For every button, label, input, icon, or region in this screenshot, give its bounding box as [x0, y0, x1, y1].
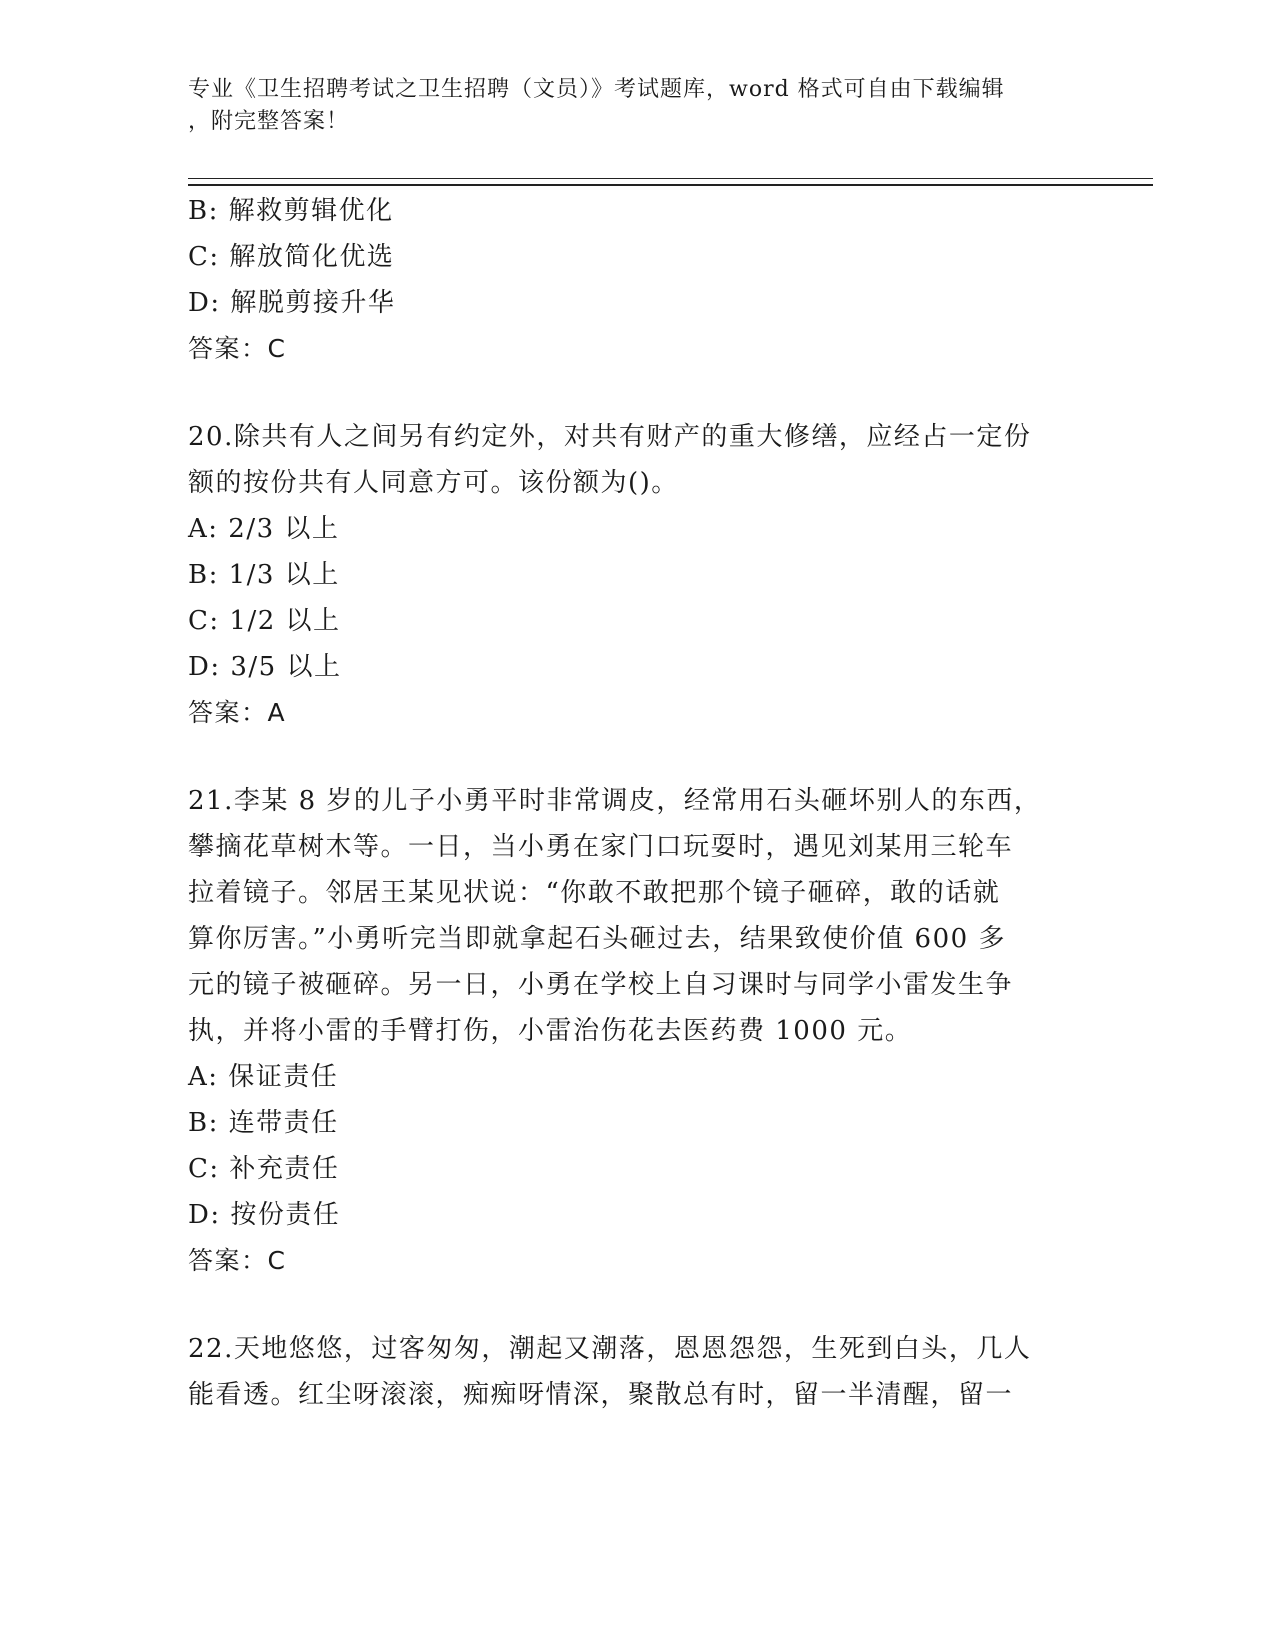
q22-stem-line-2: 能看透。红尘呀滚滚，痴痴呀情深，聚散总有时，留一半清醒，留一 — [188, 1380, 1014, 1410]
q20-answer: 答案：A — [188, 698, 287, 727]
header-line-2: ，附完整答案！ — [188, 109, 350, 134]
question-22-block — [188, 1326, 1088, 1418]
q21-answer: 答案：C — [188, 1246, 287, 1275]
q19-option-b: B: 解救剪辑优化 — [188, 196, 394, 226]
q20-option-a: A: 2/3 以上 — [188, 514, 340, 544]
q21-option-d: D: 按份责任 — [188, 1200, 341, 1230]
header-line-1: 专业《卫生招聘考试之卫生招聘（文员）》考试题库，word 格式可自由下载编辑 — [188, 77, 1005, 102]
q19-option-d: D: 解脱剪接升华 — [188, 288, 396, 318]
q21-stem-line-1: 21.李某 8 岁的儿子小勇平时非常调皮，经常用石头砸坏别人的东西， — [188, 786, 1042, 816]
q22-stem-line-1: 22.天地悠悠，过客匆匆，潮起又潮落，恩恩怨怨，生死到白头，几人 — [188, 1334, 1032, 1364]
q21-option-a: A: 保证责任 — [188, 1062, 339, 1092]
q21-stem-line-3: 拉着镜子。邻居王某见状说：“你敢不敢把那个镜子砸碎，敢的话就 — [188, 878, 1001, 908]
document-header — [188, 74, 1068, 138]
q20-stem-line-1: 20.除共有人之间另有约定外，对共有财产的重大修缮，应经占一定份 — [188, 422, 1032, 452]
q20-option-b: B: 1/3 以上 — [188, 560, 340, 590]
question-20-block — [188, 414, 1088, 736]
q21-stem-line-4: 算你厉害。”小勇听完当即就拿起石头砸过去，结果致使价值 600 多 — [188, 924, 1006, 954]
q21-option-b: B: 连带责任 — [188, 1108, 339, 1138]
q19-option-c: C: 解放简化优选 — [188, 242, 395, 272]
q21-option-c: C: 补充责任 — [188, 1154, 340, 1184]
q20-option-d: D: 3/5 以上 — [188, 652, 342, 682]
question-19-block — [188, 188, 1088, 372]
q21-stem-line-2: 攀摘花草树木等。一日，当小勇在家门口玩耍时，遇见刘某用三轮车 — [188, 832, 1014, 862]
q20-option-c: C: 1/2 以上 — [188, 606, 341, 636]
q19-answer: 答案：C — [188, 334, 287, 363]
question-content — [188, 188, 1088, 1418]
header-rule-thin — [188, 178, 1153, 179]
question-21-block — [188, 778, 1088, 1284]
header-rule-thick — [188, 184, 1153, 186]
q20-stem-line-2: 额的按份共有人同意方可。该份额为()。 — [188, 468, 679, 498]
q21-stem-line-6: 执，并将小雷的手臂打伤，小雷治伤花去医药费 1000 元。 — [188, 1016, 913, 1046]
q21-stem-line-5: 元的镜子被砸碎。另一日，小勇在学校上自习课时与同学小雷发生争 — [188, 970, 1014, 1000]
